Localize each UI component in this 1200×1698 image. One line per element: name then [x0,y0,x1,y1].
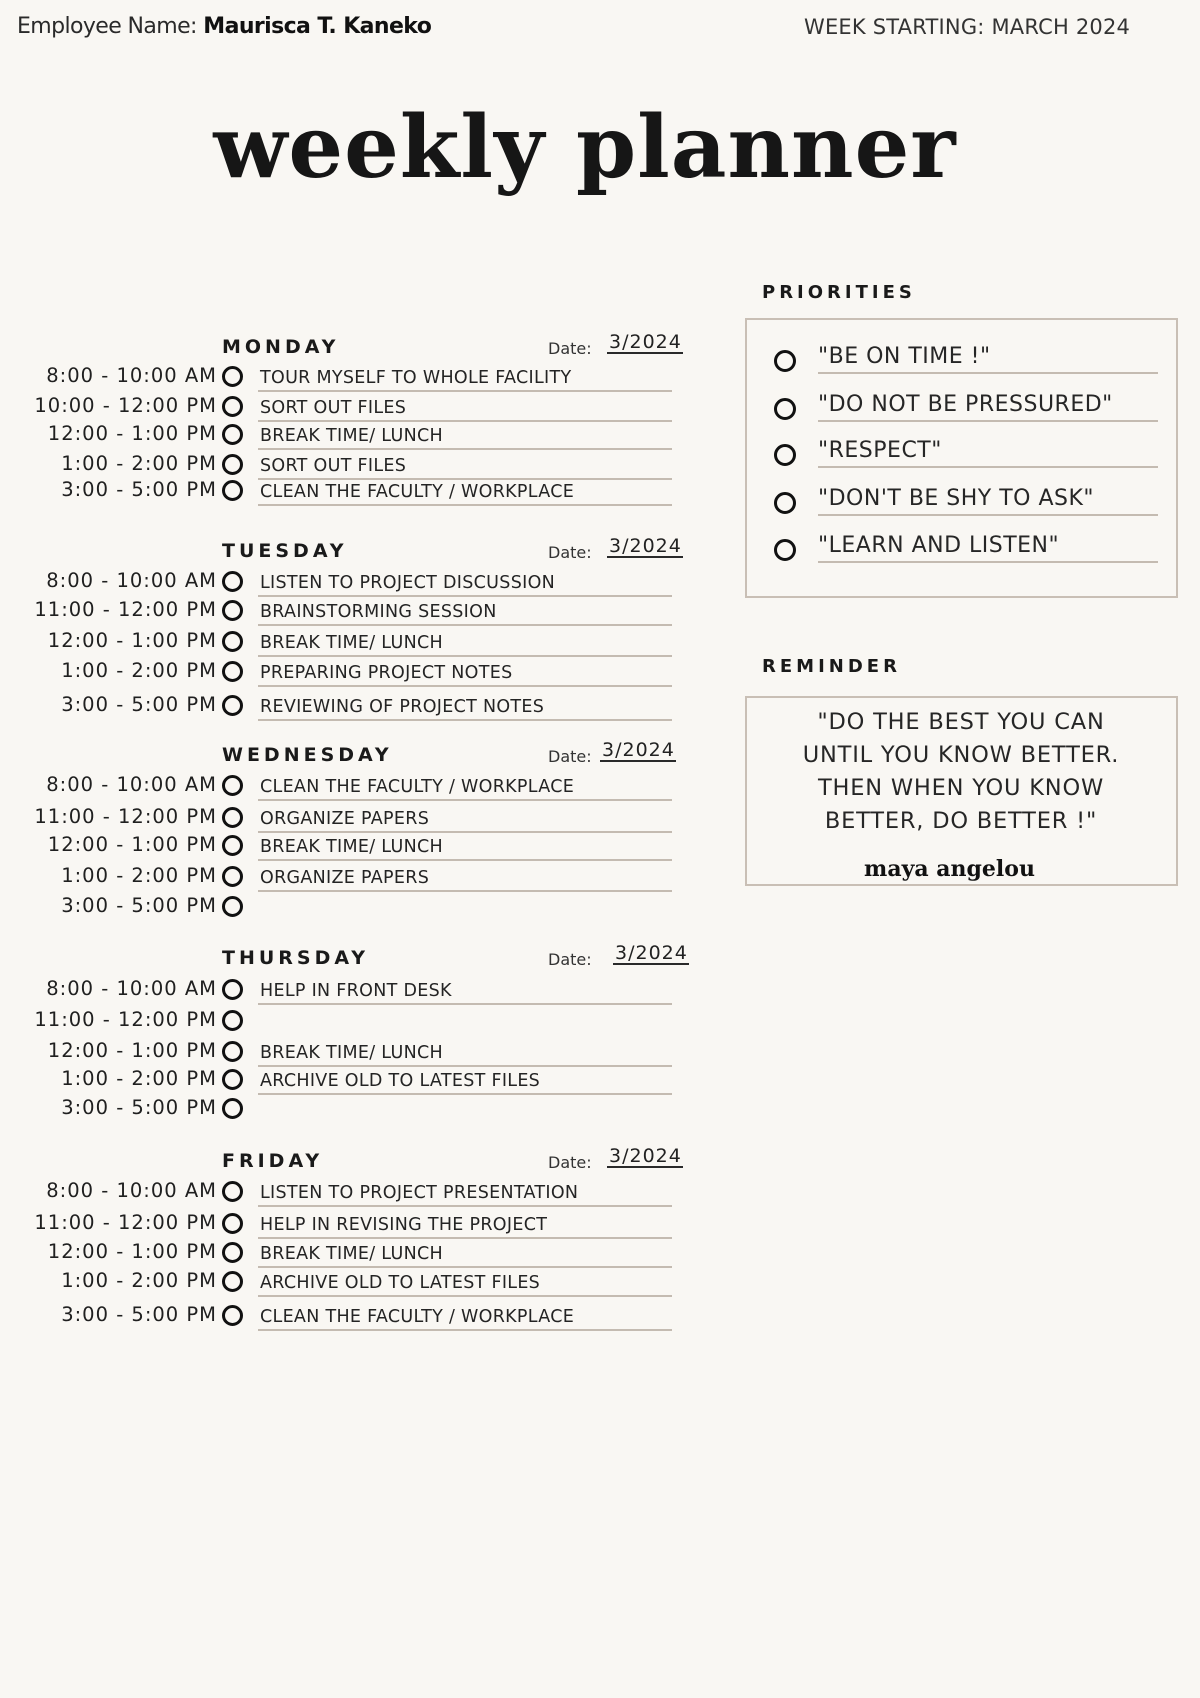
schedule-row [0,773,700,801]
task-text[interactable]: BREAK TIME/ LUNCH [260,633,443,653]
task-checkbox-icon[interactable] [222,1069,243,1090]
schedule-row [0,1039,700,1067]
schedule-row [0,452,700,480]
task-text[interactable]: ORGANIZE PAPERS [260,809,430,829]
schedule-row [0,1303,700,1331]
time-slot: 12:00 - 1:00 PM [47,833,217,856]
task-text[interactable]: REVIEWING OF PROJECT NOTES [260,697,545,717]
task-underline [258,504,672,506]
time-slot: 3:00 - 5:00 PM [61,1096,217,1119]
task-checkbox-icon[interactable] [222,1010,243,1031]
task-text[interactable]: LISTEN TO PROJECT PRESENTATION [260,1183,579,1203]
time-slot: 1:00 - 2:00 PM [61,864,217,887]
time-slot: 1:00 - 2:00 PM [61,659,217,682]
time-slot: 12:00 - 1:00 PM [47,1039,217,1062]
time-slot: 3:00 - 5:00 PM [61,894,217,917]
time-slot: 8:00 - 10:00 AM [46,773,217,796]
quote-line: BETTER, DO BETTER !" [824,808,1098,834]
task-checkbox-icon[interactable] [222,1098,243,1119]
task-text[interactable]: LISTEN TO PROJECT DISCUSSION [260,573,556,593]
priority-checkbox-icon[interactable] [774,398,796,420]
schedule-row [0,659,700,687]
task-text[interactable]: SORT OUT FILES [260,398,407,418]
priority-underline [818,514,1158,516]
task-underline [258,799,672,801]
time-slot: 11:00 - 12:00 PM [34,805,217,828]
task-checkbox-icon[interactable] [222,424,243,445]
time-slot: 1:00 - 2:00 PM [61,1067,217,1090]
quote-author: maya angelou [864,856,1035,882]
task-text[interactable]: HELP IN REVISING THE PROJECT [260,1215,548,1235]
priorities-heading: PRIORITIES [762,282,916,303]
task-text[interactable]: ARCHIVE OLD TO LATEST FILES [260,1071,541,1091]
task-underline [258,1003,672,1005]
time-slot: 11:00 - 12:00 PM [34,1008,217,1031]
page-title: weekly planner [213,97,957,198]
task-underline [258,1295,672,1297]
date-label: Date: [548,1153,592,1172]
task-text[interactable]: CLEAN THE FACULTY / WORKPLACE [260,777,575,797]
task-checkbox-icon[interactable] [222,1213,243,1234]
task-text[interactable]: ORGANIZE PAPERS [260,868,430,888]
reminder-heading: REMINDER [762,656,901,677]
schedule-row [0,833,700,861]
task-checkbox-icon[interactable] [222,366,243,387]
task-checkbox-icon[interactable] [222,866,243,887]
task-underline [258,719,672,721]
schedule-row [0,1008,700,1036]
task-text[interactable]: BREAK TIME/ LUNCH [260,1244,443,1264]
schedule-row [0,1067,700,1095]
task-checkbox-icon[interactable] [222,571,243,592]
priority-checkbox-icon[interactable] [774,492,796,514]
priority-underline [818,561,1158,563]
task-text[interactable]: TOUR MYSELF TO WHOLE FACILITY [260,368,572,388]
task-text[interactable]: BREAK TIME/ LUNCH [260,1043,443,1063]
date-field[interactable]: 3/2024 [609,331,682,353]
time-slot: 3:00 - 5:00 PM [61,478,217,501]
priority-underline [818,372,1158,374]
time-slot: 12:00 - 1:00 PM [47,1240,217,1263]
task-underline [258,624,672,626]
schedule-row [0,394,700,422]
task-underline [258,890,672,892]
time-slot: 11:00 - 12:00 PM [34,1211,217,1234]
schedule-row [0,1269,700,1297]
task-underline [258,1205,672,1207]
priority-item[interactable]: "DON'T BE SHY TO ASK" [818,486,1095,511]
time-slot: 1:00 - 2:00 PM [61,452,217,475]
quote-line: "DO THE BEST YOU CAN [817,709,1105,735]
quote-line: UNTIL YOU KNOW BETTER. [802,742,1120,768]
priority-underline [818,466,1158,468]
task-checkbox-icon[interactable] [222,1181,243,1202]
task-text[interactable]: CLEAN THE FACULTY / WORKPLACE [260,1307,575,1327]
date-label: Date: [548,543,592,562]
date-label: Date: [548,747,592,766]
schedule-row [0,805,700,833]
employee-name: Maurisca T. Kaneko [203,14,432,39]
task-checkbox-icon[interactable] [222,661,243,682]
time-slot: 1:00 - 2:00 PM [61,1269,217,1292]
reminder-quote [747,706,1175,838]
task-underline [258,448,672,450]
priority-checkbox-icon[interactable] [774,350,796,372]
schedule-row [0,1096,700,1124]
schedule-row [0,422,700,450]
day-name: FRIDAY [222,1150,324,1172]
task-checkbox-icon[interactable] [222,695,243,716]
task-text[interactable]: BRAINSTORMING SESSION [260,602,497,622]
date-field[interactable]: 3/2024 [609,1145,682,1167]
time-slot: 8:00 - 10:00 AM [46,364,217,387]
schedule-row [0,864,700,892]
time-slot: 3:00 - 5:00 PM [61,693,217,716]
schedule-row [0,598,700,626]
priority-item[interactable]: "BE ON TIME !" [818,344,991,369]
schedule-row [0,629,700,657]
task-text[interactable]: HELP IN FRONT DESK [260,981,452,1001]
priority-item[interactable]: "LEARN AND LISTEN" [818,533,1060,558]
task-underline [258,1237,672,1239]
employee-label: Employee Name: [17,14,197,39]
time-slot: 12:00 - 1:00 PM [47,629,217,652]
priorities-box [745,318,1178,598]
task-checkbox-icon[interactable] [222,454,243,475]
task-underline [258,390,672,392]
time-slot: 8:00 - 10:00 AM [46,977,217,1000]
task-underline [258,859,672,861]
schedule-row [0,977,700,1005]
priority-item[interactable]: "RESPECT" [818,438,942,463]
task-checkbox-icon[interactable] [222,396,243,417]
schedule-row [0,569,700,597]
task-underline [258,1266,672,1268]
time-slot: 3:00 - 5:00 PM [61,1303,217,1326]
task-underline [258,685,672,687]
time-slot: 12:00 - 1:00 PM [47,422,217,445]
schedule-row [0,894,700,922]
task-underline [258,655,672,657]
day-name: MONDAY [222,336,340,358]
date-label: Date: [548,339,592,358]
task-text[interactable]: SORT OUT FILES [260,456,407,476]
time-slot: 8:00 - 10:00 AM [46,569,217,592]
task-text[interactable]: CLEAN THE FACULTY / WORKPLACE [260,482,575,502]
priority-item[interactable]: "DO NOT BE PRESSURED" [818,392,1113,417]
date-field[interactable]: 3/2024 [615,942,688,964]
quote-line: THEN WHEN YOU KNOW [817,775,1104,801]
task-underline [258,1329,672,1331]
schedule-row [0,364,700,392]
schedule-row [0,1211,700,1239]
employee-name-line [17,14,431,39]
task-text[interactable]: BREAK TIME/ LUNCH [260,426,443,446]
day-name: WEDNESDAY [222,744,393,766]
task-checkbox-icon[interactable] [222,600,243,621]
task-checkbox-icon[interactable] [222,631,243,652]
schedule-row [0,693,700,721]
task-checkbox-icon[interactable] [222,1041,243,1062]
task-checkbox-icon[interactable] [222,807,243,828]
day-name: THURSDAY [222,947,370,969]
task-checkbox-icon[interactable] [222,979,243,1000]
day-name: TUESDAY [222,540,348,562]
week-starting: WEEK STARTING: MARCH 2024 [804,15,1131,39]
task-checkbox-icon[interactable] [222,1305,243,1326]
date-field[interactable]: 3/2024 [602,739,675,761]
task-checkbox-icon[interactable] [222,480,243,501]
task-text[interactable]: BREAK TIME/ LUNCH [260,837,443,857]
date-field[interactable]: 3/2024 [609,535,682,557]
task-text[interactable]: ARCHIVE OLD TO LATEST FILES [260,1273,541,1293]
task-checkbox-icon[interactable] [222,775,243,796]
time-slot: 10:00 - 12:00 PM [34,394,217,417]
priority-underline [818,420,1158,422]
time-slot: 8:00 - 10:00 AM [46,1179,217,1202]
time-slot: 11:00 - 12:00 PM [34,598,217,621]
date-label: Date: [548,950,592,969]
schedule-row [0,478,700,506]
schedule-row [0,1179,700,1207]
task-checkbox-icon[interactable] [222,896,243,917]
task-underline [258,1093,672,1095]
reminder-box [745,696,1178,886]
task-checkbox-icon[interactable] [222,1242,243,1263]
task-underline [258,595,672,597]
priority-checkbox-icon[interactable] [774,444,796,466]
task-checkbox-icon[interactable] [222,835,243,856]
priority-checkbox-icon[interactable] [774,539,796,561]
task-text[interactable]: PREPARING PROJECT NOTES [260,663,513,683]
task-checkbox-icon[interactable] [222,1271,243,1292]
schedule-row [0,1240,700,1268]
